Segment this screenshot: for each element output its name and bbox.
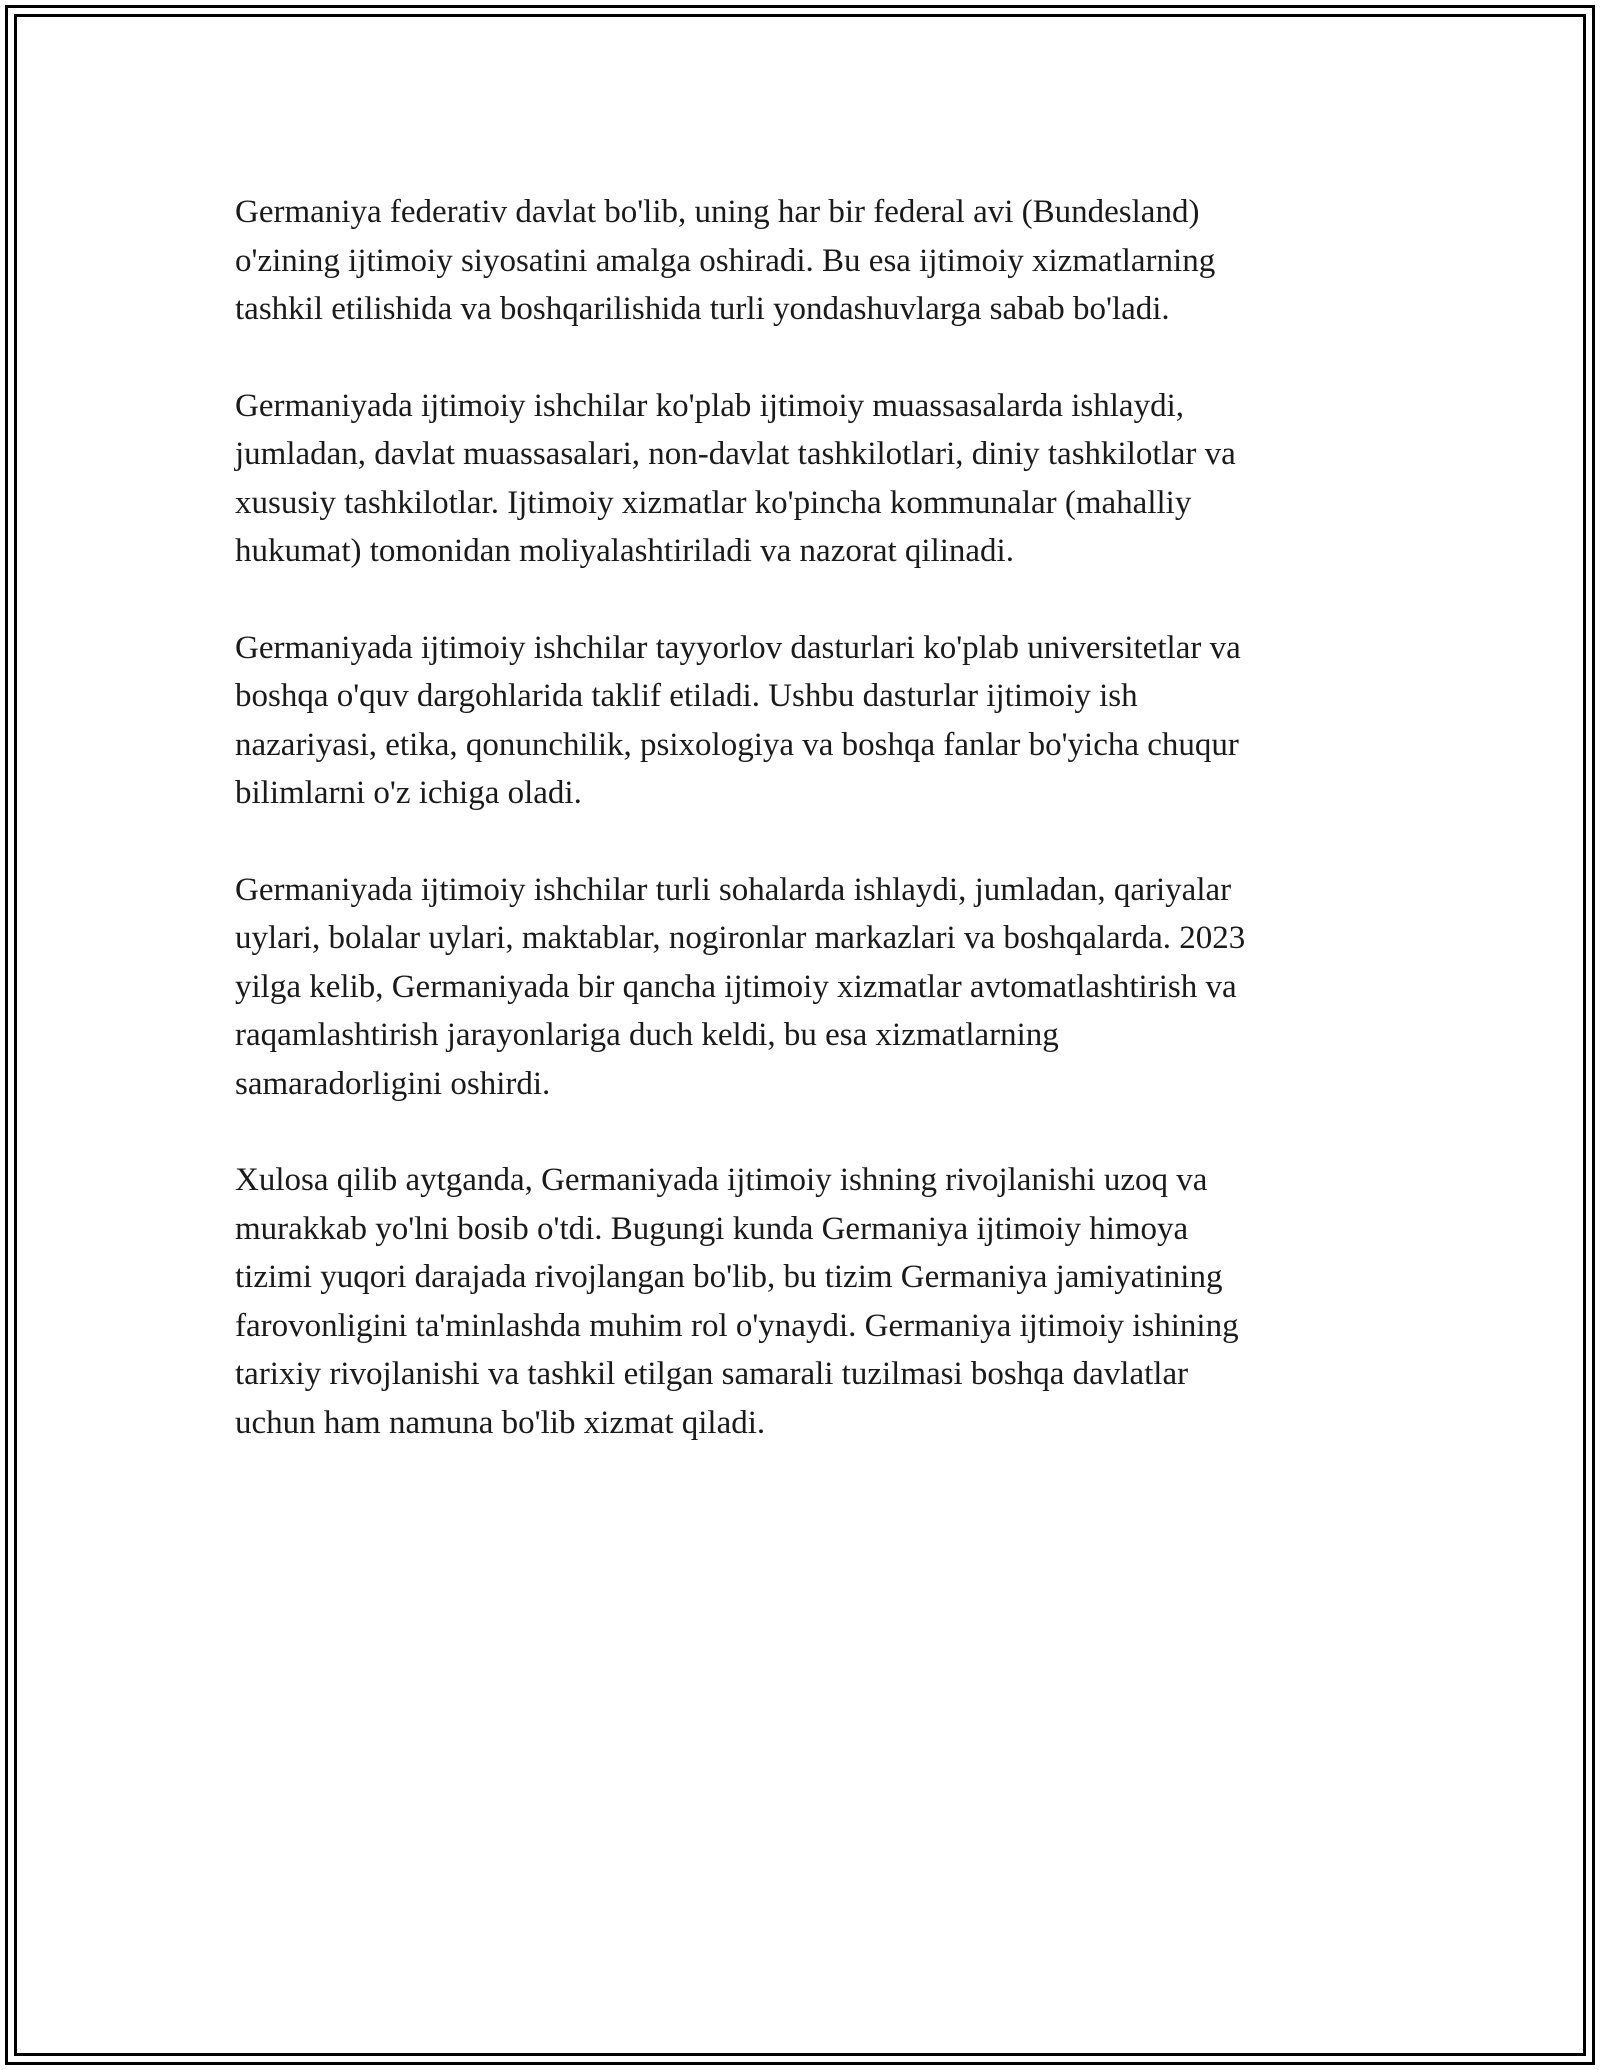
document-body (235, 188, 1365, 1495)
paragraph-conclusion: Xulosa qilib aytganda, Germaniyada ijtimoiy ishning rivojlanishi uzoq va murakkab yo'lni bosib o'tdi. Bugungi kunda Germaniya ijtimoiy himoya tizimi yuqori darajada rivojlangan bo'lib, bu tizim Germaniya jamiyatining farovonligini ta'minlashda muhim rol o'ynaydi. Germaniya ijtimoiy ishining tarixiy rivojlanishi va tashkil etilgan samarali tuzilmasi boshqa davlatlar uchun ham namuna bo'lib xizmat qiladi. (235, 1162, 1239, 1441)
paragraph-work-sectors: Germaniyada ijtimoiy ishchilar turli sohalarda ishlaydi, jumladan, qariyalar uylari, bolalar uylari, maktablar, nogironlar markazlari va boshqalarda. 2023 yilga kelib, Germaniyada bir qancha ijtimoiy xizmatlar avtomatlashtirish va raqamlashtirish jarayonlariga duch keldi, bu esa xizmatlarning samaradorligini oshirdi. (235, 871, 1246, 1102)
paragraph-social-institutions: Germaniyada ijtimoiy ishchilar ko'plab ijtimoiy muassasalarda ishlaydi, jumladan, davlat muassasalari, non-davlat tashkilotlari, diniy tashkilotlar va xususiy tashkilotlar. Ijtimoiy xizmatlar ko'pincha kommunalar (mahalliy hukumat) tomonidan moliyalashtiriladi va nazorat qilinadi. (235, 387, 1236, 569)
paragraph-training-programs: Germaniyada ijtimoiy ishchilar tayyorlov dasturlari ko'plab universitetlar va boshqa o'quv dargohlarida taklif etiladi. Ushbu dasturlar ijtimoiy ish nazariyasi, etika, qonunchilik, psixologiya va boshqa fanlar bo'yicha chuqur bilimlarni o'z ichiga oladi. (235, 629, 1241, 811)
paragraph-federal-policy: Germaniya federativ davlat bo'lib, uning har bir federal avi (Bundesland) o'zining ijtimoiy siyosatini amalga oshiradi. Bu esa ijtimoiy xizmatlarning tashkil etilishida va boshqarilishida turli yondashuvlarga sabab bo'ladi. (235, 194, 1216, 327)
